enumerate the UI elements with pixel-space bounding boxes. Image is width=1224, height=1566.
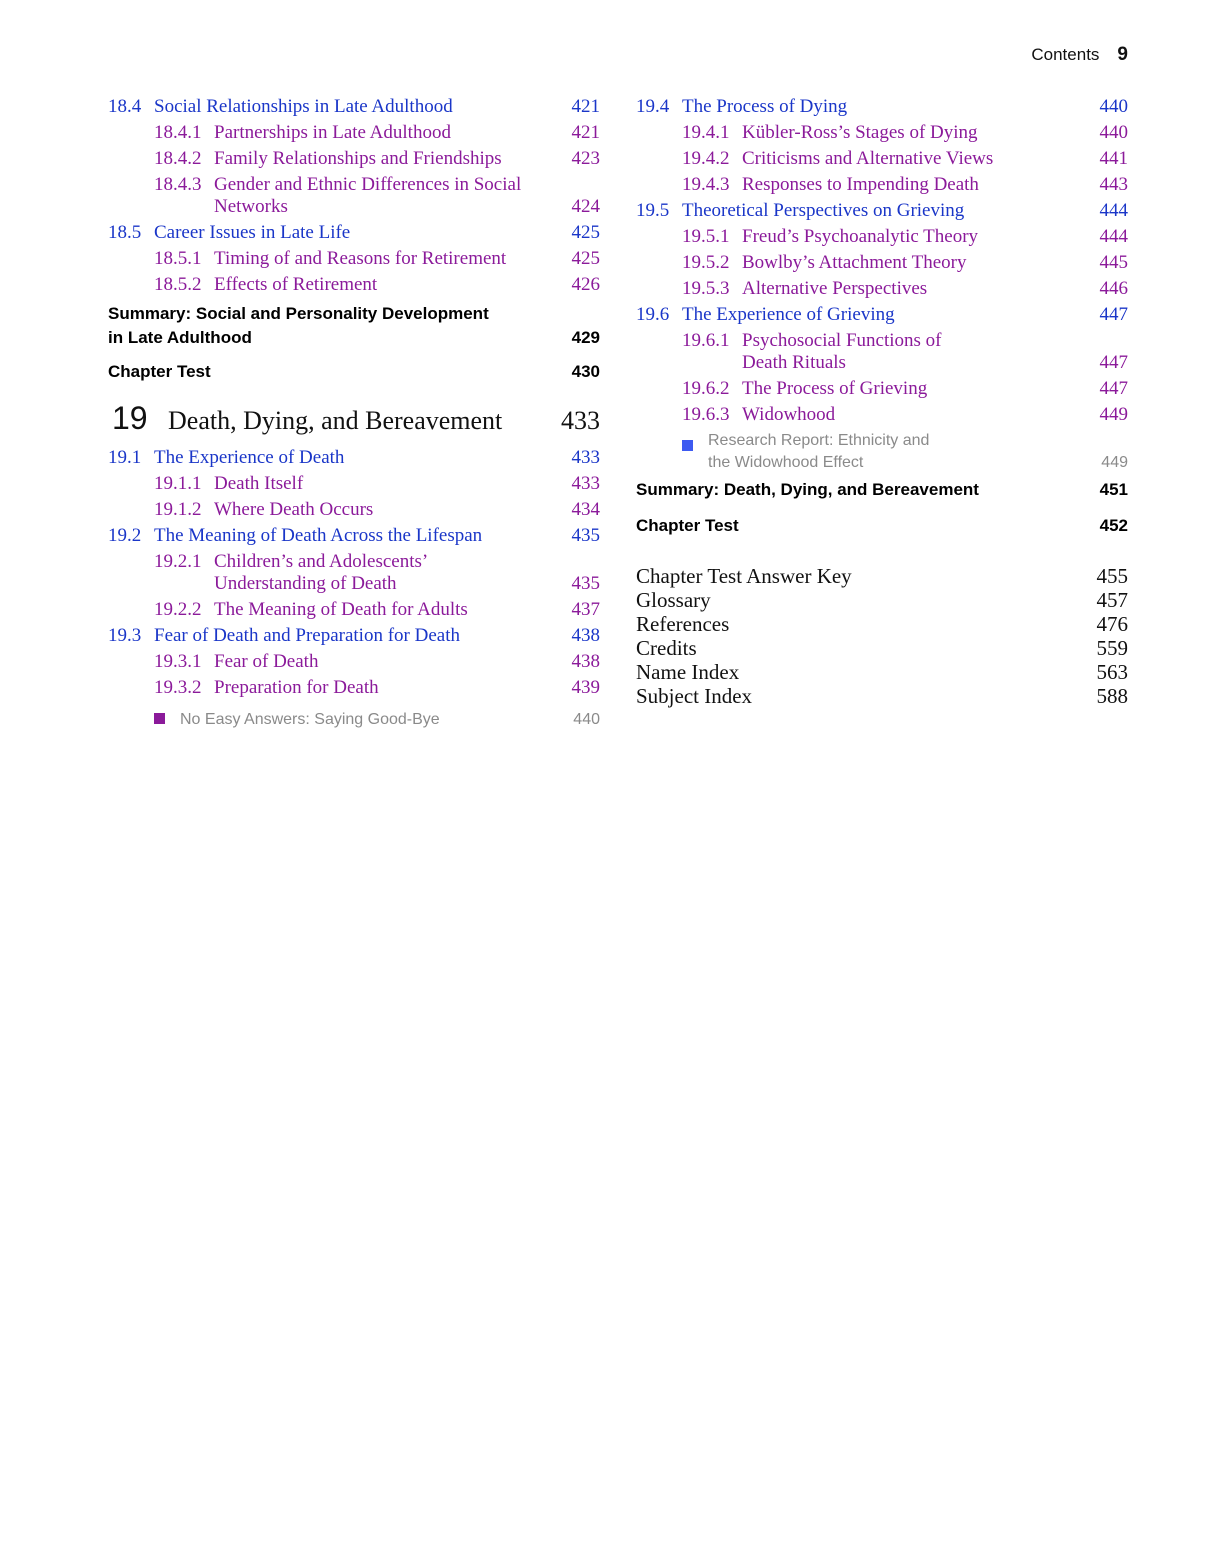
section-number: 18.4 xyxy=(108,96,142,117)
backmatter-title: References xyxy=(636,612,730,636)
page-ref: 426 xyxy=(571,274,600,295)
section-title xyxy=(214,174,560,218)
chapter-test-title: Chapter Test xyxy=(636,516,739,535)
page-ref: 430 xyxy=(571,362,600,381)
toc-entry-name-index[interactable] xyxy=(636,660,1128,684)
section-title: Responses to Impending Death xyxy=(742,174,979,195)
page-number: 9 xyxy=(1117,44,1128,65)
toc-entry-18-4[interactable] xyxy=(108,96,600,118)
chapter-title: Death, Dying, and Bereavement xyxy=(168,406,503,435)
toc-feature-no-easy-answers[interactable] xyxy=(108,703,600,731)
page-ref: 452 xyxy=(1099,516,1128,535)
section-title: The Process of Grieving xyxy=(742,378,928,399)
toc-entry-19-2-2[interactable] xyxy=(108,599,600,621)
backmatter-title: Glossary xyxy=(636,588,711,612)
section-title: Career Issues in Late Life xyxy=(154,222,351,243)
page-ref: 421 xyxy=(571,96,600,117)
page-ref: 423 xyxy=(571,148,600,169)
section-number: 19.4 xyxy=(636,96,670,117)
section-title-line-2: Death Rituals xyxy=(742,352,846,373)
toc-entry-19-6-1[interactable] xyxy=(636,330,1128,374)
summary-title xyxy=(108,302,560,350)
section-number: 19.5.2 xyxy=(682,252,730,273)
summary-title-line-1: Summary: Social and Personality Development xyxy=(108,304,489,323)
section-number: 19.4.2 xyxy=(682,148,730,169)
page-ref: 425 xyxy=(571,248,600,269)
backmatter-title: Subject Index xyxy=(636,684,753,708)
backmatter-title: Credits xyxy=(636,636,697,660)
page-ref: 444 xyxy=(1099,200,1128,221)
toc-entry-chapter-test-19[interactable] xyxy=(636,514,1128,538)
page-ref: 445 xyxy=(1099,252,1128,273)
toc-entry-19-1-1[interactable] xyxy=(108,473,600,495)
toc-entry-19-3-1[interactable] xyxy=(108,651,600,673)
section-title-line-1: Gender and Ethnic Differences in Social xyxy=(214,174,522,195)
page-ref: 443 xyxy=(1099,174,1128,195)
toc-chapter-19[interactable] xyxy=(108,400,600,437)
toc-entry-19-5-2[interactable] xyxy=(636,252,1128,274)
running-head xyxy=(1031,44,1128,66)
section-number: 19.4.1 xyxy=(682,122,730,143)
section-title: The Meaning of Death Across the Lifespan xyxy=(154,525,483,546)
section-title: Timing of and Reasons for Retirement xyxy=(214,248,507,269)
toc-entry-summary-18[interactable] xyxy=(108,302,600,350)
feature-bullet xyxy=(154,703,180,731)
toc-feature-research-report[interactable] xyxy=(636,430,1128,474)
section-title-line-1: Psychosocial Functions of xyxy=(742,330,942,351)
page-ref: 438 xyxy=(571,625,600,646)
toc-entry-19-1-2[interactable] xyxy=(108,499,600,521)
section-title: Kübler-Ross’s Stages of Dying xyxy=(742,122,978,143)
page-ref: 421 xyxy=(571,122,600,143)
section-number: 19.4.3 xyxy=(682,174,730,195)
section-title: Effects of Retirement xyxy=(214,274,378,295)
section-number: 19.6 xyxy=(636,304,670,325)
section-title-line-2: Networks xyxy=(214,196,288,217)
section-number: 18.4.2 xyxy=(154,148,202,169)
section-title: Theoretical Perspectives on Grieving xyxy=(682,200,965,221)
section-title: Fear of Death and Preparation for Death xyxy=(154,625,460,646)
toc-entry-18-4-1[interactable] xyxy=(108,122,600,144)
page-ref: 437 xyxy=(571,599,600,620)
section-number: 19.2.1 xyxy=(154,551,202,572)
section-title: The Experience of Grieving xyxy=(682,304,895,325)
toc-entry-19-3[interactable] xyxy=(108,625,600,647)
page-ref: 441 xyxy=(1099,148,1128,169)
section-title: The Process of Dying xyxy=(682,96,848,117)
section-title: Freud’s Psychoanalytic Theory xyxy=(742,226,979,247)
section-title-line-2: Understanding of Death xyxy=(214,573,397,594)
section-number: 19.6.1 xyxy=(682,330,730,351)
section-title: The Meaning of Death for Adults xyxy=(214,599,468,620)
page-ref: 455 xyxy=(1096,564,1128,588)
section-number: 19.6.2 xyxy=(682,378,730,399)
section-number: 19.2.2 xyxy=(154,599,202,620)
toc-entry-19-5-3[interactable] xyxy=(636,278,1128,300)
toc-entry-18-4-3[interactable] xyxy=(108,174,600,218)
backmatter-title: Name Index xyxy=(636,660,740,684)
page-ref: 444 xyxy=(1099,226,1128,247)
page-ref: 447 xyxy=(1099,304,1128,325)
feature-title-line-2: the Widowhood Effect xyxy=(708,454,864,471)
page-ref: 447 xyxy=(1099,378,1128,399)
section-title: Widowhood xyxy=(742,404,836,425)
feature-title-line-1: Research Report: Ethnicity and xyxy=(708,432,930,449)
page-ref: 440 xyxy=(573,711,600,728)
section-number: 19.1.2 xyxy=(154,499,202,520)
section-title: Alternative Perspectives xyxy=(742,278,928,299)
page-ref: 447 xyxy=(1099,352,1128,373)
page-ref: 563 xyxy=(1096,660,1128,684)
section-number: 18.4.1 xyxy=(154,122,202,143)
section-number: 19.5 xyxy=(636,200,670,221)
toc-entry-19-4-3[interactable] xyxy=(636,174,1128,196)
page-ref: 433 xyxy=(571,473,600,494)
section-number: 18.5 xyxy=(108,222,142,243)
section-title: Criticisms and Alternative Views xyxy=(742,148,994,169)
page-ref: 433 xyxy=(561,406,600,435)
toc-entry-19-2[interactable] xyxy=(108,525,600,547)
section-number: 18.5.1 xyxy=(154,248,202,269)
chapter-test-title: Chapter Test xyxy=(108,362,211,381)
section-number: 19.3 xyxy=(108,625,142,646)
summary-title-line-2: in Late Adulthood xyxy=(108,328,252,347)
square-bullet-icon xyxy=(682,440,693,451)
toc-entry-19-5[interactable] xyxy=(636,200,1128,222)
page-ref: 440 xyxy=(1099,122,1128,143)
page-ref: 457 xyxy=(1096,588,1128,612)
toc-entry-19-6[interactable] xyxy=(636,304,1128,326)
section-title: Family Relationships and Friendships xyxy=(214,148,502,169)
toc-entry-19-5-1[interactable] xyxy=(636,226,1128,248)
running-head-label: Contents xyxy=(1031,45,1100,64)
toc-entry-19-4-1[interactable] xyxy=(636,122,1128,144)
summary-title: Summary: Death, Dying, and Bereavement xyxy=(636,480,979,499)
section-title: Social Relationships in Late Adulthood xyxy=(154,96,453,117)
page-ref: 424 xyxy=(571,196,600,217)
square-bullet-icon xyxy=(154,713,165,724)
toc-entry-19-3-2[interactable] xyxy=(108,677,600,699)
toc-right-column xyxy=(636,96,1128,708)
toc-entry-19-4-2[interactable] xyxy=(636,148,1128,170)
section-number: 19.1 xyxy=(108,447,142,468)
page-ref: 435 xyxy=(571,525,600,546)
section-number: 18.4.3 xyxy=(154,174,202,195)
page-ref: 429 xyxy=(571,328,600,347)
toc-entry-19-1[interactable] xyxy=(108,447,600,469)
toc-entry-answer-key[interactable] xyxy=(636,564,1128,588)
page-ref: 434 xyxy=(571,499,600,520)
section-title: Fear of Death xyxy=(214,651,319,672)
toc-entry-subject-index[interactable] xyxy=(636,684,1128,708)
page-ref: 438 xyxy=(571,651,600,672)
chapter-number: 19 xyxy=(112,400,148,436)
section-number: 19.2 xyxy=(108,525,142,546)
section-title: Where Death Occurs xyxy=(214,499,374,520)
page-ref: 588 xyxy=(1096,684,1128,708)
section-title xyxy=(742,330,1088,374)
section-number: 19.5.1 xyxy=(682,226,730,247)
toc-entry-19-6-3[interactable] xyxy=(636,404,1128,426)
backmatter-list xyxy=(636,564,1128,708)
section-number: 19.3.2 xyxy=(154,677,202,698)
page-ref: 449 xyxy=(1101,454,1128,471)
toc-entry-18-5-1[interactable] xyxy=(108,248,600,270)
section-number: 19.6.3 xyxy=(682,404,730,425)
page-ref: 440 xyxy=(1099,96,1128,117)
page-ref: 449 xyxy=(1099,404,1128,425)
page-ref: 435 xyxy=(571,573,600,594)
toc-entry-credits[interactable] xyxy=(636,636,1128,660)
page-ref: 559 xyxy=(1096,636,1128,660)
section-title: Bowlby’s Attachment Theory xyxy=(742,252,967,273)
toc-entry-18-4-2[interactable] xyxy=(108,148,600,170)
toc-entry-19-6-2[interactable] xyxy=(636,378,1128,400)
page-ref: 446 xyxy=(1099,278,1128,299)
toc-entry-18-5[interactable] xyxy=(108,222,600,244)
toc-left-column xyxy=(108,96,600,735)
section-title: Partnerships in Late Adulthood xyxy=(214,122,451,143)
feature-title xyxy=(708,430,1088,474)
section-title: Death Itself xyxy=(214,473,304,494)
section-number: 19.5.3 xyxy=(682,278,730,299)
feature-title: No Easy Answers: Saying Good-Bye xyxy=(180,711,440,728)
toc-entry-19-4[interactable] xyxy=(636,96,1128,118)
section-title: The Experience of Death xyxy=(154,447,345,468)
toc-entry-19-2-1[interactable] xyxy=(108,551,600,595)
toc-entry-references[interactable] xyxy=(636,612,1128,636)
toc-entry-chapter-test-18[interactable] xyxy=(108,360,600,384)
section-title xyxy=(214,551,560,595)
page-ref: 451 xyxy=(1099,480,1128,499)
section-number: 19.3.1 xyxy=(154,651,202,672)
page-ref: 433 xyxy=(571,447,600,468)
section-title-line-1: Children’s and Adolescents’ xyxy=(214,551,429,572)
page-ref: 476 xyxy=(1096,612,1128,636)
toc-entry-summary-19[interactable] xyxy=(636,478,1128,502)
section-number: 18.5.2 xyxy=(154,274,202,295)
page-ref: 439 xyxy=(571,677,600,698)
toc-entry-18-5-2[interactable] xyxy=(108,274,600,296)
section-title: Preparation for Death xyxy=(214,677,379,698)
toc-entry-glossary[interactable] xyxy=(636,588,1128,612)
feature-bullet xyxy=(682,430,708,458)
backmatter-title: Chapter Test Answer Key xyxy=(636,564,852,588)
section-number: 19.1.1 xyxy=(154,473,202,494)
page-ref: 425 xyxy=(571,222,600,243)
